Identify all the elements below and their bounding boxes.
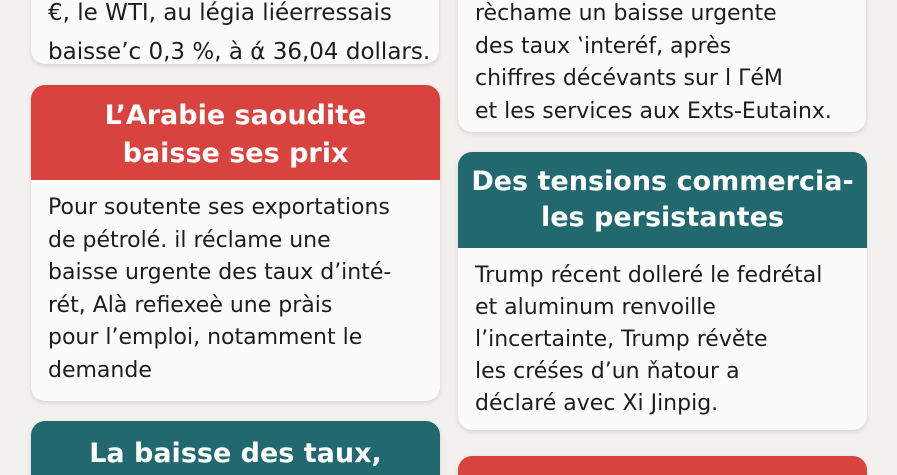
body-line: l’incertainte, Trump révěte (475, 327, 768, 352)
card-header (31, 85, 440, 180)
card-bottom-right (458, 456, 867, 475)
card-body (458, 248, 867, 420)
card-body (458, 0, 866, 128)
body-line: Pour soutente ses exportations (48, 195, 390, 220)
body-line: baisse’c 0,3 %, à ά 36,04 dollars. (48, 39, 431, 64)
card-header (31, 421, 440, 475)
body-line: déclaré avec Xi Jinpig. (475, 391, 719, 416)
card-wti-price (31, 0, 439, 64)
body-line: chiffres décévants sur l ΓéM (475, 66, 783, 91)
card-title-line: les persistantes (540, 202, 785, 233)
body-line: rét, Alà refiexeè une pràis (48, 292, 333, 318)
card-baisse-des-taux (31, 421, 440, 475)
card-header (458, 152, 867, 248)
body-line: pour l’emploi, notamment le (48, 325, 363, 350)
card-title-line: Des tensions commercia- (471, 166, 854, 197)
card-title-line: baisse ses prix (122, 137, 349, 169)
body-line: et les services aux Exts-Eutainx. (475, 98, 832, 124)
card-arabie-saoudite (31, 85, 440, 401)
card-tensions-commerciales (458, 152, 867, 430)
body-line: demande (48, 357, 152, 383)
body-line: des taux ‛interéf, après (475, 33, 732, 59)
body-line: de pétrolé. il réclame une (48, 227, 331, 253)
body-line: et aluminum renvoille (475, 295, 716, 320)
card-title-line: La baisse des taux, (89, 437, 382, 469)
body-line: rèchame un baisse urgente (475, 1, 777, 26)
body-line: les créśes d’un ňatour a (475, 359, 740, 384)
body-line: baisse urgente des taux d’inté- (48, 260, 392, 285)
card-header (458, 456, 867, 475)
card-body (31, 180, 440, 387)
card-taux-interet (458, 0, 866, 132)
card-title-line: L’Arabie saoudite (104, 99, 367, 131)
card-body (31, 0, 439, 64)
body-line: €, le WTI, au légia liéerressais (48, 0, 392, 26)
body-line: Trump récent dolleré le fedrétal (475, 263, 823, 288)
